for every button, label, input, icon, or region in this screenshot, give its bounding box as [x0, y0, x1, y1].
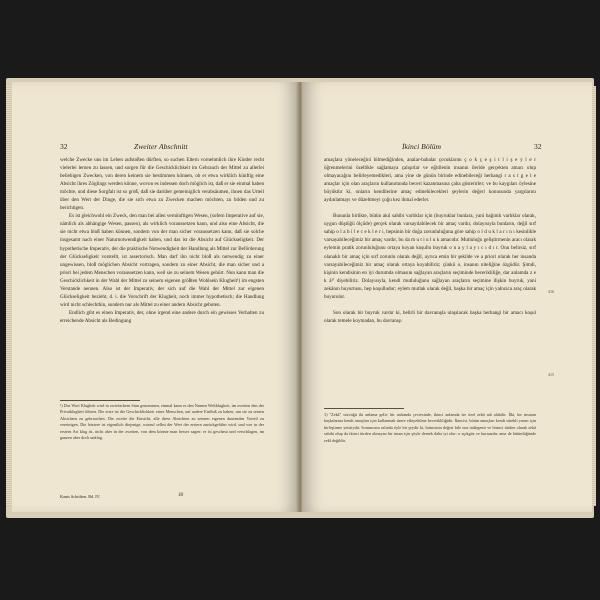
margin-mark: 415: [548, 372, 554, 377]
left-page: [12, 82, 298, 512]
left-running-title: Zweiter Abschnitt: [134, 142, 188, 151]
right-paragraph: Bununla birlikte, bütün akıl sahibi varlıklar için (buyruklar bunlara, yani bağımlı varlıklar olarak, uygun düştüğü ölçüde) gerçek olarak varsayılabilecek bir amaç vardır, dolayısıyla bunların, değil sırf sahip o l a b i l e c e k l e r i, hepsinin bir doğa zorunluluğuna göre sahip o l d u k l a r ı n ı kesinlikle varsayabileceğimiz bir amaç vardır, bu da m u t l u l u k amacıdır. Mutluluğu geliştirmenin aracı olarak eylemin pratik zorunluluğunu ortaya koyan koşullu buyruk o n a y l a y ı c ı d ı r. Onu belirsiz, sırf olanaklı bir amaç için sırf zorunlu olarak değil, ayrıca emin bir şekilde ve a priori olarak her insanda varsayabileceğimiz bir amaç olarak ortaya koyabiliriz; çünkü o, insanın niteliğine özgüdür. Şimdi, kişinin kendisinin en iyi durumda olmasını sağlayan araçların seçiminde becerikliliğe, dar anlamda z e k â¹⁾ diyebiliriz. Dolayısıyla, kendi mutluluğunu sağlayan araçların seçimine ilişkin buyruk, yani zekânın buyurtusu, hep koşulludur; eylem mutlak olarak değil, başka bir amaç için yalnızca araç olarak buyurulur.: [324, 213, 536, 300]
right-footnote: 1) "Zekâ" sözcüğü iki anlama gelir: bir anlamda çevresinde, ikinci anlamda ise özel zekâ adı alabilir. İlki, bir insanın başkalarına kendi amaçları için kullanmak üzere etkiyebilme becerikliliğidir. İkincisi, bütün amaçları kendi sürekli yararı için birleştirme yetisiydir. Sonuncusu aslında öyle bir şeydir ki, birincinin değeri bile ona indirgenir ve birinci türden olarak zekâ sahibi olup da ikinci türden olmayan bir insan için şöyle demek daha iyi olur: o açıkgöz ve kurnazdır, ama de bütünlüğünde zekî değildir.: [324, 412, 536, 443]
left-paragraph: welche Zwecke uns im Leben aufstoßen dürften, so suchen Eltern vornehmlich ihre Kinder recht vielerlei lernen zu lassen, und sorgen für die Geschicklichkeit im Gebrauch der Mittel zu allerlei beliebigen Zwecken, von deren keinem sie bestimmen können, ob er etwa wirklich künftig eine Absicht ihres Zöglings werden könne, wovon es indessen doch möglich ist, daß er sie einmal haben möchte, und diese Sorgfalt ist so groß, daß sie darüber gemeiniglich verabsäumen, ihnen das Urteil über den Wert der Dinge, die sie sich etwa zu Zwecken machen möchten, zu bilden und zu berichtigen.: [60, 157, 264, 212]
right-paragraph: Son olarak bir buyruk vardır ki, belirli bir davranışla ulaşılacak başka herhangi bir amacı koşul olarak temele koymadan, bu davranışı: [324, 309, 536, 324]
left-footnote-rule: [60, 400, 140, 401]
footer-source: Kants Schriften. Bd. IV.: [60, 494, 101, 499]
left-page-number: 32: [60, 142, 68, 151]
right-body-text: [324, 156, 536, 325]
left-page-footer: [60, 493, 183, 499]
right-page: [302, 82, 592, 512]
left-body-text: [60, 156, 264, 325]
footer-sheet-number: 18: [178, 493, 183, 498]
right-running-title: İkinci Bölüm: [402, 142, 442, 151]
left-paragraph: Endlich gibt es einen Imperativ, der, ohne irgend eine andere durch ein gewisses Verhalten zu erreichende Absicht als Bedingung: [60, 309, 264, 324]
left-paragraph: Es ist gleichwohl ein Zweck, den man bei allen vernünftigen Wesen, (sofern Imperative auf sie, nämlich als abhängige Wesen, passen), als wirklich voraussetzen kann, und also eine Absicht, die sie nicht etwa bloß haben können, sondern von der man sicher voraussetzen kann, daß sie solche insgesamt nach einer Naturnotwendigkeit haben, und das ist die Absicht auf Glückseligkeit. Der hypothetische Imperativ, der die praktische Notwendigkeit der Handlung als Mittel zur Beförderung der Glückseligkeit vorstellt, ist assertorisch. Man darf ihn nicht bloß als notwendig zu einer ungewissen, bloß möglichen Absicht vortragen, sondern zu einer Absicht, die man sicher und a priori bei jedem Menschen voraussetzen kann, weil sie zu seinem Wesen gehört. Nun kann man die Geschicklichkeit in der Wahl der Mittel zu seinem eigenen größten Wohlsein Klugheit¹) im engsten Verstande nennen. Also ist der Imperativ, der sich auf die Wahl der Mittel zur eigenen Glückseligkeit bezieht, d. i. die Vorschrift der Klugheit, noch immer hypothetisch; die Handlung wird nicht schlechthin, sondern nur als Mittel zu einer andern Absicht geboten.: [60, 213, 264, 308]
right-page-number: 32: [534, 142, 542, 151]
margin-mark: 416: [548, 289, 554, 294]
right-paragraph: amaçlara yöneleceğini bilmediğinden, analar-babalar çocuklarını ç o k ç e ş i t l i ş e y l e r öğrenmelerini özellikle sağlamaya çalışırlar ve eğitilenin insanın ileride gerçekten amacı olup olmayacağını belirleyemedikleri, ama yine de günün birinde edinebileceği herhangi r a s t g e l e amaçlar için olan araçların kullanımında beceri kazanmasına çaba gösterirler; ve bu kaygıları öylesine büyüktür ki, onların kendilerine amaç edinebilecekleri şeylerin değeri konusunda yargılarını aydınlatmayı ve düzeltmeyi çoğu kez ihmal ederler.: [324, 157, 536, 204]
left-footnote: ¹) Das Wort Klugheit wird in zwiefachem Sinn genommen, einmal kann es den Namen Weltklugheit, im zweiten den der Privatklugheit führen. Die erste ist die Geschicklichkeit eines Menschen, auf andere Einfluß zu haben, um sie zu seinen Absichten zu gebrauchen. Die zweite die Einsicht, alle diese Absichten zu seinem eigenen dauernden Vorteil zu vereinigen. Die letztere ist eigentlich diejenige, worauf selbst der Wert der erstern zurückgeführt wird, und wer in der erstern Art klug ist, nicht aber in der zweiten, von dem könnte man besser sagen: er ist gescheut und verschlagen, im ganzen aber doch unklug.: [60, 403, 264, 441]
right-footnote-rule: [324, 408, 404, 409]
